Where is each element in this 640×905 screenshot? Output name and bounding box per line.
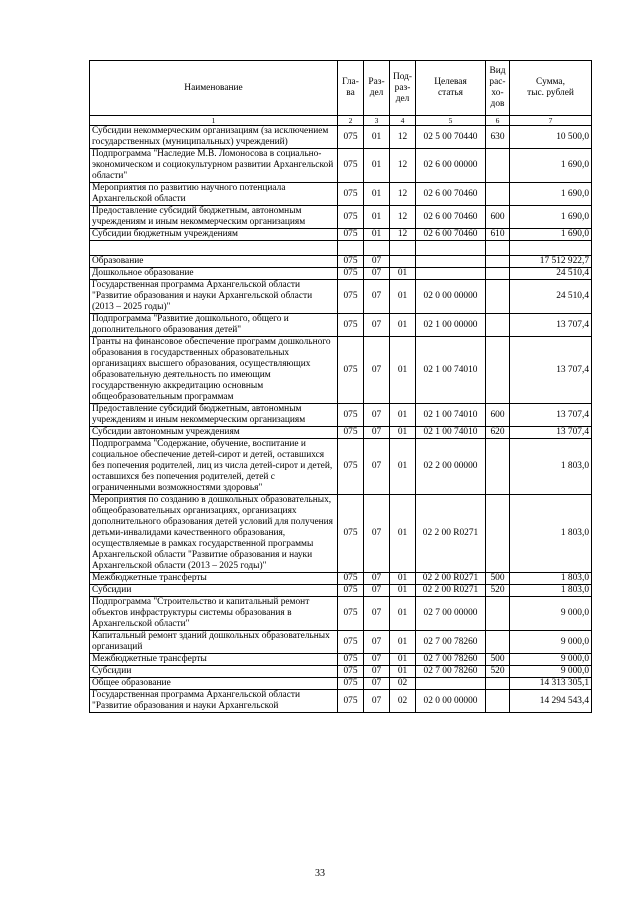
row-section-cell: 07: [364, 678, 390, 690]
row-expense-type-cell: [486, 268, 510, 280]
row-target-cell: 02 6 00 00000: [416, 149, 486, 183]
row-name-cell: Субсидии: [90, 585, 338, 597]
row-subsection-cell: 01: [390, 427, 416, 439]
row-subsection-cell: [390, 256, 416, 268]
column-number: 4: [390, 116, 416, 126]
row-section-cell: [364, 241, 390, 256]
row-target-cell: 02 7 00 78260: [416, 631, 486, 654]
table-row: [90, 280, 592, 314]
row-target-cell: 02 1 00 74010: [416, 427, 486, 439]
row-name-cell: Предоставление субсидий бюджетным, автономным учреждениям и иным некоммерческим организациям: [90, 404, 338, 427]
row-section-cell: 07: [364, 427, 390, 439]
row-chapter-cell: 075: [338, 404, 364, 427]
row-expense-type-cell: 610: [486, 229, 510, 241]
row-amount-cell: 1 803,0: [510, 439, 592, 495]
row-expense-type-cell: 520: [486, 585, 510, 597]
column-number: 1: [90, 116, 338, 126]
row-target-cell: [416, 241, 486, 256]
row-amount-cell: 13 707,4: [510, 337, 592, 404]
header-target: Целевая статья: [416, 61, 486, 116]
row-chapter-cell: 075: [338, 597, 364, 631]
row-section-cell: 07: [364, 690, 390, 713]
row-chapter-cell: 075: [338, 678, 364, 690]
row-name-cell: Мероприятия по созданию в дошкольных образовательных, общеобразовательных организациях, организациях дополнительного образования детей условий для получения детьми-инвалидами качественного образования, осуществляемые в рамках государственной программы Архангельской области "Развитие образования и науки Архангельской области (2013 – 2025 годы)": [90, 495, 338, 573]
column-number: 6: [486, 116, 510, 126]
row-amount-cell: [510, 241, 592, 256]
row-amount-cell: 1 803,0: [510, 585, 592, 597]
row-chapter-cell: 075: [338, 149, 364, 183]
row-chapter-cell: 075: [338, 666, 364, 678]
row-name-cell: Межбюджетные трансферты: [90, 654, 338, 666]
row-expense-type-cell: [486, 495, 510, 573]
row-chapter-cell: 075: [338, 280, 364, 314]
row-target-cell: 02 6 00 70460: [416, 206, 486, 229]
row-amount-cell: 9 000,0: [510, 631, 592, 654]
row-target-cell: 02 1 00 74010: [416, 337, 486, 404]
table-row: [90, 229, 592, 241]
row-target-cell: 02 2 00 R0271: [416, 585, 486, 597]
row-chapter-cell: 075: [338, 126, 364, 149]
row-subsection-cell: 01: [390, 585, 416, 597]
row-target-cell: 02 6 00 70460: [416, 183, 486, 206]
row-chapter-cell: 075: [338, 439, 364, 495]
row-target-cell: 02 2 00 R0271: [416, 495, 486, 573]
row-subsection-cell: 01: [390, 314, 416, 337]
row-name-cell: Образование: [90, 256, 338, 268]
row-target-cell: 02 0 00 00000: [416, 280, 486, 314]
column-number: 7: [510, 116, 592, 126]
table-row: [90, 427, 592, 439]
row-section-cell: 07: [364, 439, 390, 495]
header-amount: Сумма, тыс. рублей: [510, 61, 592, 116]
row-amount-cell: 17 512 922,7: [510, 256, 592, 268]
row-amount-cell: 13 707,4: [510, 404, 592, 427]
row-subsection-cell: 02: [390, 678, 416, 690]
row-section-cell: 07: [364, 631, 390, 654]
header-row: [90, 61, 592, 116]
row-section-cell: 07: [364, 597, 390, 631]
row-target-cell: [416, 256, 486, 268]
row-amount-cell: 1 690,0: [510, 206, 592, 229]
row-amount-cell: 1 803,0: [510, 495, 592, 573]
table-row: [90, 126, 592, 149]
header-chapter: Гла- ва: [338, 61, 364, 116]
row-subsection-cell: 01: [390, 439, 416, 495]
column-number: 5: [416, 116, 486, 126]
row-amount-cell: 1 690,0: [510, 183, 592, 206]
row-section-cell: 07: [364, 585, 390, 597]
header-expense-type: Вид рас- хо- дов: [486, 61, 510, 116]
row-name-cell: Межбюджетные трансферты: [90, 573, 338, 585]
table-row: [90, 495, 592, 573]
row-subsection-cell: 12: [390, 149, 416, 183]
header-section: Раз- дел: [364, 61, 390, 116]
row-section-cell: 01: [364, 126, 390, 149]
table-row: [90, 654, 592, 666]
row-name-cell: Государственная программа Архангельской области "Развитие образования и науки Архангельской: [90, 690, 338, 713]
row-name-cell: Подпрограмма "Развитие дошкольного, общего и дополнительного образования детей": [90, 314, 338, 337]
row-expense-type-cell: [486, 439, 510, 495]
row-expense-type-cell: 620: [486, 427, 510, 439]
row-section-cell: 07: [364, 280, 390, 314]
row-expense-type-cell: 600: [486, 404, 510, 427]
row-amount-cell: 24 510,4: [510, 268, 592, 280]
row-chapter-cell: 075: [338, 631, 364, 654]
row-expense-type-cell: 500: [486, 654, 510, 666]
row-section-cell: 01: [364, 149, 390, 183]
row-expense-type-cell: 600: [486, 206, 510, 229]
row-section-cell: 07: [364, 314, 390, 337]
row-target-cell: 02 7 00 78260: [416, 654, 486, 666]
row-amount-cell: 1 690,0: [510, 149, 592, 183]
column-number: 2: [338, 116, 364, 126]
row-chapter-cell: 075: [338, 337, 364, 404]
row-section-cell: 07: [364, 268, 390, 280]
row-subsection-cell: 01: [390, 631, 416, 654]
row-expense-type-cell: [486, 241, 510, 256]
row-subsection-cell: 12: [390, 206, 416, 229]
column-number: 3: [364, 116, 390, 126]
row-subsection-cell: 01: [390, 268, 416, 280]
row-section-cell: 01: [364, 183, 390, 206]
row-expense-type-cell: [486, 149, 510, 183]
row-subsection-cell: 12: [390, 183, 416, 206]
row-target-cell: 02 7 00 78260: [416, 666, 486, 678]
table-row: [90, 206, 592, 229]
row-name-cell: Государственная программа Архангельской области "Развитие образования и науки Архангельской области (2013 – 2025 годы)": [90, 280, 338, 314]
row-amount-cell: 13 707,4: [510, 427, 592, 439]
column-number-row: [90, 116, 592, 126]
row-amount-cell: 13 707,4: [510, 314, 592, 337]
table-row: [90, 439, 592, 495]
row-subsection-cell: 01: [390, 654, 416, 666]
row-amount-cell: 9 000,0: [510, 654, 592, 666]
row-expense-type-cell: [486, 631, 510, 654]
table-row: [90, 183, 592, 206]
row-target-cell: 02 2 00 R0271: [416, 573, 486, 585]
row-subsection-cell: 01: [390, 495, 416, 573]
row-expense-type-cell: [486, 183, 510, 206]
table-row: [90, 149, 592, 183]
row-subsection-cell: 01: [390, 666, 416, 678]
row-section-cell: 07: [364, 654, 390, 666]
row-target-cell: 02 2 00 00000: [416, 439, 486, 495]
row-chapter-cell: 075: [338, 495, 364, 573]
row-name-cell: Гранты на финансовое обеспечение программ дошкольного образования в государственных образовательных организациях высшего образования, осуществляющих образовательную деятельность по имеющим государственную аккредитацию основным общеобразовательным программам: [90, 337, 338, 404]
row-expense-type-cell: 500: [486, 573, 510, 585]
row-amount-cell: 9 000,0: [510, 597, 592, 631]
row-subsection-cell: 01: [390, 573, 416, 585]
budget-table: [89, 60, 592, 713]
row-target-cell: [416, 678, 486, 690]
row-chapter-cell: 075: [338, 690, 364, 713]
row-expense-type-cell: [486, 337, 510, 404]
row-chapter-cell: [338, 241, 364, 256]
row-amount-cell: 1 690,0: [510, 229, 592, 241]
row-expense-type-cell: [486, 280, 510, 314]
row-chapter-cell: 075: [338, 427, 364, 439]
table-row: [90, 268, 592, 280]
row-subsection-cell: 02: [390, 690, 416, 713]
row-expense-type-cell: [486, 678, 510, 690]
table-row: [90, 314, 592, 337]
row-expense-type-cell: [486, 256, 510, 268]
row-amount-cell: 14 313 305,1: [510, 678, 592, 690]
row-target-cell: 02 7 00 00000: [416, 597, 486, 631]
row-target-cell: 02 6 00 70460: [416, 229, 486, 241]
row-section-cell: 07: [364, 495, 390, 573]
page-number: 33: [315, 868, 325, 879]
row-amount-cell: 9 000,0: [510, 666, 592, 678]
table-row: [90, 678, 592, 690]
row-name-cell: Общее образование: [90, 678, 338, 690]
row-name-cell: Дошкольное образование: [90, 268, 338, 280]
row-chapter-cell: 075: [338, 206, 364, 229]
table-body: [90, 126, 592, 713]
row-name-cell: [90, 241, 338, 256]
row-amount-cell: 24 510,4: [510, 280, 592, 314]
row-section-cell: 07: [364, 573, 390, 585]
row-target-cell: 02 1 00 00000: [416, 314, 486, 337]
table-row: [90, 337, 592, 404]
table-row: [90, 666, 592, 678]
row-name-cell: Подпрограмма "Строительство и капитальный ремонт объектов инфраструктуры системы образования в Архангельской области": [90, 597, 338, 631]
row-subsection-cell: 01: [390, 337, 416, 404]
row-subsection-cell: 01: [390, 597, 416, 631]
budget-sheet: [89, 60, 591, 713]
table-row: [90, 256, 592, 268]
row-subsection-cell: 01: [390, 404, 416, 427]
row-name-cell: Мероприятия по развитию научного потенциала Архангельской области: [90, 183, 338, 206]
row-expense-type-cell: 520: [486, 666, 510, 678]
table-row: [90, 585, 592, 597]
row-chapter-cell: 075: [338, 229, 364, 241]
table-row: [90, 631, 592, 654]
row-name-cell: Подпрограмма "Содержание, обучение, воспитание и социальное обеспечение детей-сирот и детей, оставшихся без попечения родителей, лиц из числа детей-сирот и детей, оставшихся без попечения родителей, детей с ограниченными возможностями здоровья": [90, 439, 338, 495]
row-subsection-cell: 01: [390, 280, 416, 314]
table-row: [90, 690, 592, 713]
header-subsection: Под- раз- дел: [390, 61, 416, 116]
row-amount-cell: 1 803,0: [510, 573, 592, 585]
row-subsection-cell: 12: [390, 126, 416, 149]
row-chapter-cell: 075: [338, 573, 364, 585]
row-amount-cell: 10 500,0: [510, 126, 592, 149]
row-target-cell: [416, 268, 486, 280]
table-row: [90, 404, 592, 427]
row-name-cell: Подпрограмма "Наследие М.В. Ломоносова в социально-экономическом и социокультурном развитии Архангельской области": [90, 149, 338, 183]
row-section-cell: 01: [364, 206, 390, 229]
row-name-cell: Капитальный ремонт зданий дошкольных образовательных организаций: [90, 631, 338, 654]
blank-row: [90, 241, 592, 256]
row-expense-type-cell: [486, 597, 510, 631]
row-chapter-cell: 075: [338, 268, 364, 280]
row-name-cell: Субсидии автономным учреждениям: [90, 427, 338, 439]
table-row: [90, 573, 592, 585]
row-section-cell: 07: [364, 256, 390, 268]
row-amount-cell: 14 294 543,4: [510, 690, 592, 713]
row-target-cell: 02 0 00 00000: [416, 690, 486, 713]
row-expense-type-cell: 630: [486, 126, 510, 149]
header-name: Наименование: [90, 61, 338, 116]
row-chapter-cell: 075: [338, 585, 364, 597]
row-chapter-cell: 075: [338, 654, 364, 666]
row-chapter-cell: 075: [338, 256, 364, 268]
row-subsection-cell: 12: [390, 229, 416, 241]
table-row: [90, 597, 592, 631]
row-name-cell: Субсидии некоммерческим организациям (за исключением государственных (муниципальных) учреждений): [90, 126, 338, 149]
row-chapter-cell: 075: [338, 183, 364, 206]
row-section-cell: 07: [364, 404, 390, 427]
row-section-cell: 07: [364, 666, 390, 678]
row-subsection-cell: [390, 241, 416, 256]
row-target-cell: 02 5 00 70440: [416, 126, 486, 149]
row-section-cell: 07: [364, 337, 390, 404]
row-name-cell: Субсидии: [90, 666, 338, 678]
row-name-cell: Предоставление субсидий бюджетным, автономным учреждениям и иным некоммерческим организациям: [90, 206, 338, 229]
row-name-cell: Субсидии бюджетным учреждениям: [90, 229, 338, 241]
row-chapter-cell: 075: [338, 314, 364, 337]
row-section-cell: 01: [364, 229, 390, 241]
row-expense-type-cell: [486, 314, 510, 337]
row-target-cell: 02 1 00 74010: [416, 404, 486, 427]
row-expense-type-cell: [486, 690, 510, 713]
